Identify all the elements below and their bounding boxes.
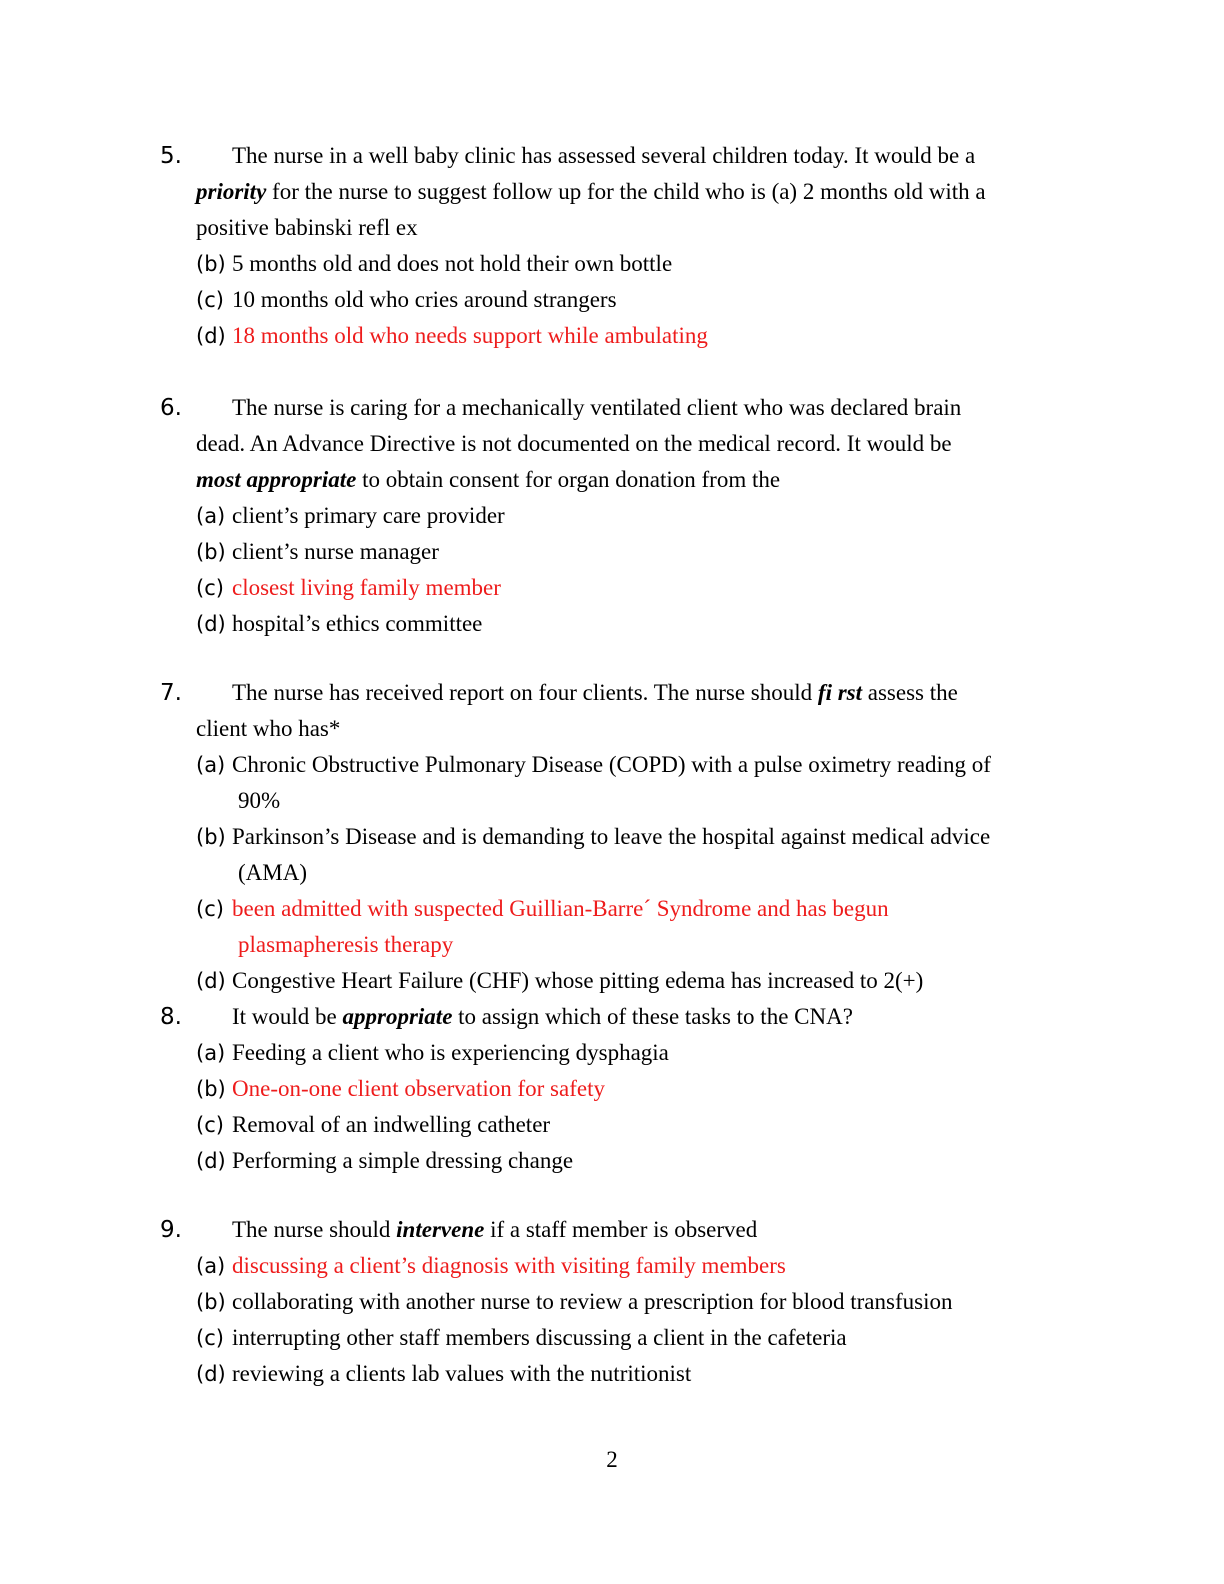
question-stem: The nurse in a well baby clinic has assessed several children today. It would be a priority for the nurse to suggest follow up for the child who is (a) 2 months old with a positive babinski refl ex <box>196 143 986 240</box>
option <box>196 819 1040 891</box>
option-correct <box>196 1071 1040 1107</box>
question-number: 6. <box>160 395 182 421</box>
page-number: 2 <box>606 1447 618 1472</box>
option-label: (c) <box>196 576 224 600</box>
option <box>196 1320 1040 1356</box>
option-label: (b) <box>196 1077 226 1101</box>
question-stem: The nurse is caring for a mechanically ventilated client who was declared brain dead. An Advance Directive is not documented on the medical record. It would be most appropriate to obtain consent for organ donation from the <box>196 395 962 492</box>
correct-answer-text-wrap: plasmapheresis therapy <box>238 932 454 957</box>
option-text: Chronic Obstructive Pulmonary Disease (COPD) with a pulse oximetry reading of <box>232 752 991 777</box>
option-text-wrap: 90% <box>238 788 281 813</box>
option-label: (a) <box>196 1254 226 1278</box>
option-correct <box>196 1248 1040 1284</box>
question-stem: The nurse has received report on four clients. The nurse should fi rst assess the client who has* <box>196 680 958 741</box>
option <box>196 1356 1040 1392</box>
option-label: (c) <box>196 288 224 312</box>
option-text: Parkinson’s Disease and is demanding to leave the hospital against medical advice <box>232 824 991 849</box>
option-label: (d) <box>196 969 226 993</box>
option-correct <box>196 318 1040 354</box>
emphasis-text: intervene <box>396 1217 485 1242</box>
question-9 <box>160 1212 1040 1392</box>
option-label: (d) <box>196 324 226 348</box>
option <box>196 747 1040 819</box>
emphasis-text: appropriate <box>342 1004 453 1029</box>
question-stem: It would be appropriate to assign which of these tasks to the CNA? <box>232 1004 853 1029</box>
option-text-wrap: (AMA) <box>238 860 307 885</box>
option-text: Removal of an indwelling catheter <box>232 1112 551 1137</box>
option-label: (c) <box>196 1113 224 1137</box>
option-correct <box>196 891 1040 963</box>
option-label: (a) <box>196 1041 226 1065</box>
option-label: (d) <box>196 612 226 636</box>
option-text: reviewing a clients lab values with the nutritionist <box>232 1361 692 1386</box>
question-number: 5. <box>160 143 182 169</box>
option <box>196 246 1040 282</box>
option-label: (a) <box>196 753 226 777</box>
question-number: 8. <box>160 1004 182 1030</box>
option-label: (b) <box>196 252 226 276</box>
option <box>196 1143 1040 1179</box>
option <box>196 1107 1040 1143</box>
option <box>196 534 1040 570</box>
option <box>196 282 1040 318</box>
option-label: (b) <box>196 540 226 564</box>
option-text: hospital’s ethics committee <box>232 611 483 636</box>
option-correct <box>196 570 1040 606</box>
option-text: collaborating with another nurse to review a prescription for blood transfusion <box>232 1289 953 1314</box>
correct-answer-text: One-on-one client observation for safety <box>232 1076 605 1101</box>
option <box>196 1035 1040 1071</box>
option-text: Feeding a client who is experiencing dysphagia <box>232 1040 669 1065</box>
emphasis-text: most appropriate <box>196 467 357 492</box>
question-7 <box>160 675 1040 999</box>
option-text: client’s nurse manager <box>232 539 439 564</box>
question-5 <box>160 138 1040 354</box>
option-label: (b) <box>196 825 226 849</box>
option <box>196 963 1040 999</box>
question-8 <box>160 999 1040 1179</box>
option-text: interrupting other staff members discussing a client in the cafeteria <box>232 1325 847 1350</box>
correct-answer-text: been admitted with suspected Guillian-Barre´ Syndrome and has begun <box>232 896 889 921</box>
option <box>196 1284 1040 1320</box>
option-label: (d) <box>196 1362 226 1386</box>
option-label: (c) <box>196 897 224 921</box>
option-text: 10 months old who cries around strangers <box>232 287 617 312</box>
correct-answer-text: 18 months old who needs support while ambulating <box>232 323 708 348</box>
emphasis-text: priority <box>196 179 267 204</box>
option-text: client’s primary care provider <box>232 503 505 528</box>
option-label: (c) <box>196 1326 224 1350</box>
option-text: Performing a simple dressing change <box>232 1148 574 1173</box>
question-number: 7. <box>160 680 182 706</box>
option <box>196 606 1040 642</box>
option-label: (d) <box>196 1149 226 1173</box>
correct-answer-text: closest living family member <box>232 575 501 600</box>
option-label: (a) <box>196 504 226 528</box>
option-text: Congestive Heart Failure (CHF) whose pitting edema has increased to 2(+) <box>232 968 924 993</box>
question-6 <box>160 390 1040 642</box>
option <box>196 498 1040 534</box>
option-label: (b) <box>196 1290 226 1314</box>
question-number: 9. <box>160 1217 182 1243</box>
question-stem: The nurse should intervene if a staff member is observed <box>232 1217 758 1242</box>
correct-answer-text: discussing a client’s diagnosis with visiting family members <box>232 1253 786 1278</box>
emphasis-text: fi rst <box>817 680 862 705</box>
option-text: 5 months old and does not hold their own bottle <box>232 251 673 276</box>
